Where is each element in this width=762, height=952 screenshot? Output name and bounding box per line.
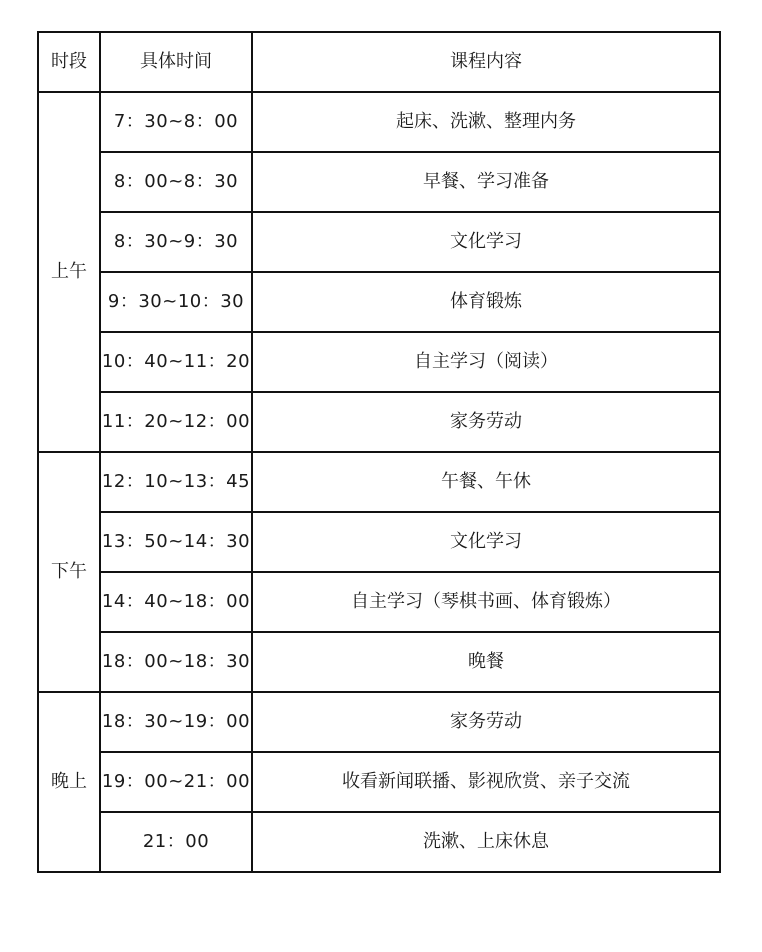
period-cell-morning: 上午 [38, 92, 100, 452]
table-row [38, 332, 720, 392]
table-row [38, 512, 720, 572]
content-cell: 起床、洗漱、整理内务 [252, 92, 720, 152]
table-row [38, 692, 720, 752]
content-cell: 自主学习（琴棋书画、体育锻炼） [252, 572, 720, 632]
time-cell: 13：50~14：30 [100, 512, 252, 572]
schedule-table [37, 31, 721, 873]
content-cell: 晚餐 [252, 632, 720, 692]
time-cell: 9：30~10：30 [100, 272, 252, 332]
table-row [38, 152, 720, 212]
table-row [38, 572, 720, 632]
content-cell: 午餐、午休 [252, 452, 720, 512]
time-cell: 18：30~19：00 [100, 692, 252, 752]
time-cell: 19：00~21：00 [100, 752, 252, 812]
header-time: 具体时间 [100, 32, 252, 92]
table-row [38, 212, 720, 272]
table-row [38, 92, 720, 152]
period-cell-evening: 晚上 [38, 692, 100, 872]
time-cell: 18：00~18：30 [100, 632, 252, 692]
time-cell: 10：40~11：20 [100, 332, 252, 392]
time-cell: 8：00~8：30 [100, 152, 252, 212]
header-row [38, 32, 720, 92]
content-cell: 自主学习（阅读） [252, 332, 720, 392]
table-row [38, 752, 720, 812]
content-cell: 早餐、学习准备 [252, 152, 720, 212]
time-cell: 21：00 [100, 812, 252, 872]
time-cell: 14：40~18：00 [100, 572, 252, 632]
table-row [38, 632, 720, 692]
header-period: 时段 [38, 32, 100, 92]
time-cell: 12：10~13：45 [100, 452, 252, 512]
time-cell: 11：20~12：00 [100, 392, 252, 452]
time-cell: 8：30~9：30 [100, 212, 252, 272]
content-cell: 家务劳动 [252, 692, 720, 752]
table-row [38, 392, 720, 452]
content-cell: 文化学习 [252, 512, 720, 572]
table-row [38, 272, 720, 332]
table-row [38, 812, 720, 872]
content-cell: 文化学习 [252, 212, 720, 272]
period-cell-afternoon: 下午 [38, 452, 100, 692]
header-content: 课程内容 [252, 32, 720, 92]
time-cell: 7：30~8：00 [100, 92, 252, 152]
content-cell: 收看新闻联播、影视欣赏、亲子交流 [252, 752, 720, 812]
content-cell: 洗漱、上床休息 [252, 812, 720, 872]
table-row [38, 452, 720, 512]
content-cell: 体育锻炼 [252, 272, 720, 332]
content-cell: 家务劳动 [252, 392, 720, 452]
